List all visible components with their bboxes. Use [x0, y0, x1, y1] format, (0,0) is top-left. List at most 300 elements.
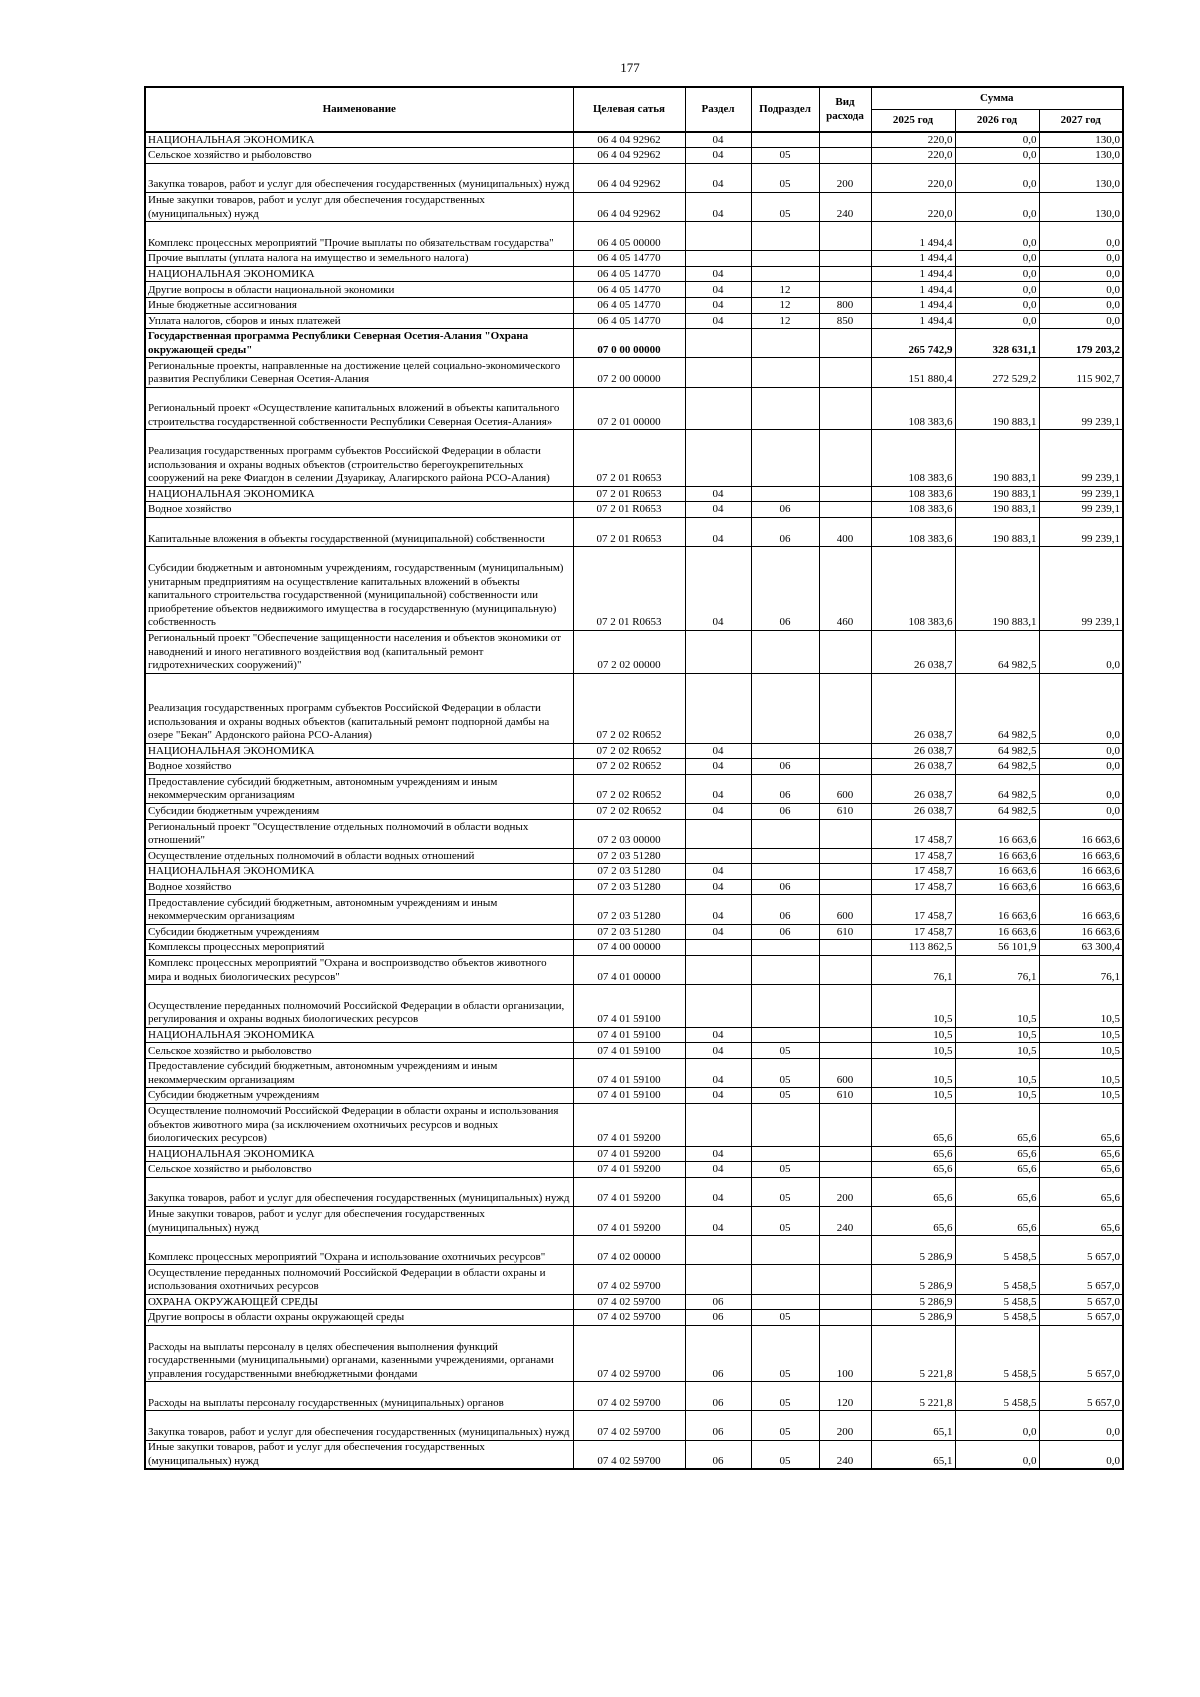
- amount-2026-cell: 5 458,5: [955, 1294, 1039, 1310]
- section-cell: 04: [685, 1059, 751, 1088]
- expense-type-cell: [819, 266, 871, 282]
- table-row: [145, 329, 1123, 358]
- target-code-cell: 07 2 03 51280: [573, 864, 685, 880]
- table-row: [145, 848, 1123, 864]
- amount-2026-cell: 10,5: [955, 1088, 1039, 1104]
- table-row: [145, 1310, 1123, 1326]
- amount-2026-cell: 64 982,5: [955, 774, 1039, 803]
- expense-type-cell: [819, 1265, 871, 1294]
- table-row: [145, 163, 1123, 192]
- amount-2026-cell: 272 529,2: [955, 358, 1039, 387]
- header-year-2025: 2025 год: [871, 110, 955, 133]
- amount-2027-cell: 0,0: [1039, 803, 1123, 819]
- table-row: [145, 1382, 1123, 1411]
- amount-2026-cell: 0,0: [955, 313, 1039, 329]
- section-cell: [685, 222, 751, 251]
- amount-2025-cell: 1 494,4: [871, 266, 955, 282]
- expense-type-cell: [819, 743, 871, 759]
- subsection-cell: [751, 819, 819, 848]
- amount-2026-cell: 64 982,5: [955, 803, 1039, 819]
- target-code-cell: 07 0 00 00000: [573, 329, 685, 358]
- amount-2026-cell: 5 458,5: [955, 1265, 1039, 1294]
- amount-2025-cell: 65,6: [871, 1162, 955, 1178]
- expense-type-cell: [819, 1310, 871, 1326]
- amount-2026-cell: 16 663,6: [955, 895, 1039, 924]
- table-row: [145, 940, 1123, 956]
- amount-2025-cell: 5 286,9: [871, 1236, 955, 1265]
- target-code-cell: 07 2 00 00000: [573, 358, 685, 387]
- amount-2026-cell: 65,6: [955, 1146, 1039, 1162]
- name-cell: Иные бюджетные ассигнования: [145, 298, 573, 314]
- section-cell: 04: [685, 1177, 751, 1206]
- name-cell: Реализация государственных программ субъектов Российской Федерации в области использования и охраны водных объектов (строительство берегоукрепительных сооружений на реке Фиагдон в селении Дзуарикау, Алагирского района РСО-Алания): [145, 430, 573, 486]
- amount-2025-cell: 26 038,7: [871, 759, 955, 775]
- header-subsection: Подраздел: [751, 87, 819, 132]
- section-cell: 04: [685, 879, 751, 895]
- section-cell: 04: [685, 298, 751, 314]
- amount-2026-cell: 64 982,5: [955, 743, 1039, 759]
- expense-type-cell: [819, 387, 871, 430]
- table-row: [145, 222, 1123, 251]
- amount-2025-cell: 17 458,7: [871, 848, 955, 864]
- name-cell: Закупка товаров, работ и услуг для обеспечения государственных (муниципальных) нужд: [145, 163, 573, 192]
- name-cell: Комплекс процессных мероприятий "Прочие выплаты по обязательствам государства": [145, 222, 573, 251]
- amount-2027-cell: 0,0: [1039, 222, 1123, 251]
- subsection-cell: 05: [751, 1310, 819, 1326]
- table-row: [145, 430, 1123, 486]
- amount-2026-cell: 65,6: [955, 1162, 1039, 1178]
- subsection-cell: 05: [751, 163, 819, 192]
- subsection-cell: [751, 222, 819, 251]
- table-row: [145, 803, 1123, 819]
- table-row: [145, 1162, 1123, 1178]
- amount-2026-cell: 190 883,1: [955, 430, 1039, 486]
- amount-2026-cell: 16 663,6: [955, 924, 1039, 940]
- section-cell: [685, 673, 751, 743]
- table-row: [145, 517, 1123, 546]
- amount-2025-cell: 1 494,4: [871, 251, 955, 267]
- subsection-cell: 05: [751, 1411, 819, 1440]
- expense-type-cell: [819, 282, 871, 298]
- amount-2025-cell: 17 458,7: [871, 879, 955, 895]
- amount-2027-cell: 10,5: [1039, 985, 1123, 1028]
- amount-2025-cell: 17 458,7: [871, 864, 955, 880]
- amount-2027-cell: 130,0: [1039, 192, 1123, 221]
- table-row: [145, 1177, 1123, 1206]
- section-cell: 04: [685, 192, 751, 221]
- target-code-cell: 07 4 00 00000: [573, 940, 685, 956]
- table-row: [145, 743, 1123, 759]
- target-code-cell: 07 2 01 R0653: [573, 430, 685, 486]
- amount-2027-cell: 0,0: [1039, 774, 1123, 803]
- section-cell: 04: [685, 517, 751, 546]
- name-cell: Комплексы процессных мероприятий: [145, 940, 573, 956]
- target-code-cell: 06 4 04 92962: [573, 192, 685, 221]
- table-row: [145, 1088, 1123, 1104]
- amount-2027-cell: 10,5: [1039, 1088, 1123, 1104]
- name-cell: Уплата налогов, сборов и иных платежей: [145, 313, 573, 329]
- header-sum: Сумма: [871, 87, 1123, 110]
- subsection-cell: 05: [751, 1382, 819, 1411]
- section-cell: 04: [685, 547, 751, 631]
- target-code-cell: 07 2 01 R0653: [573, 547, 685, 631]
- amount-2025-cell: 76,1: [871, 955, 955, 984]
- section-cell: 04: [685, 803, 751, 819]
- subsection-cell: 05: [751, 1059, 819, 1088]
- target-code-cell: 07 2 03 51280: [573, 879, 685, 895]
- subsection-cell: [751, 358, 819, 387]
- amount-2027-cell: 115 902,7: [1039, 358, 1123, 387]
- header-section: Раздел: [685, 87, 751, 132]
- subsection-cell: [751, 1103, 819, 1146]
- table-row: [145, 282, 1123, 298]
- amount-2025-cell: 17 458,7: [871, 819, 955, 848]
- subsection-cell: [751, 251, 819, 267]
- section-cell: [685, 819, 751, 848]
- amount-2027-cell: 0,0: [1039, 282, 1123, 298]
- name-cell: Осуществление полномочий Российской Федерации в области охраны и использования объектов животного мира (за исключением охотничьих ресурсов и водных биологических ресурсов): [145, 1103, 573, 1146]
- target-code-cell: 07 2 02 R0652: [573, 759, 685, 775]
- table-row: [145, 955, 1123, 984]
- table-row: [145, 251, 1123, 267]
- table-row: [145, 759, 1123, 775]
- target-code-cell: 07 4 01 59100: [573, 1088, 685, 1104]
- amount-2027-cell: 99 239,1: [1039, 517, 1123, 546]
- target-code-cell: 07 4 01 59200: [573, 1103, 685, 1146]
- amount-2025-cell: 113 862,5: [871, 940, 955, 956]
- amount-2025-cell: 108 383,6: [871, 502, 955, 518]
- amount-2025-cell: 65,6: [871, 1206, 955, 1235]
- section-cell: 04: [685, 1162, 751, 1178]
- subsection-cell: [751, 1265, 819, 1294]
- target-code-cell: 07 4 02 59700: [573, 1382, 685, 1411]
- page-number: 177: [620, 60, 640, 75]
- expense-type-cell: [819, 1043, 871, 1059]
- amount-2025-cell: 10,5: [871, 1043, 955, 1059]
- amount-2025-cell: 10,5: [871, 1088, 955, 1104]
- name-cell: Сельское хозяйство и рыболовство: [145, 1043, 573, 1059]
- expense-type-cell: [819, 985, 871, 1028]
- amount-2025-cell: 5 286,9: [871, 1310, 955, 1326]
- expense-type-cell: [819, 1162, 871, 1178]
- target-code-cell: 07 4 02 59700: [573, 1440, 685, 1469]
- amount-2027-cell: 16 663,6: [1039, 848, 1123, 864]
- expense-type-cell: 610: [819, 803, 871, 819]
- amount-2026-cell: 5 458,5: [955, 1236, 1039, 1265]
- amount-2027-cell: 5 657,0: [1039, 1265, 1123, 1294]
- expense-type-cell: 200: [819, 163, 871, 192]
- table-row: [145, 1206, 1123, 1235]
- target-code-cell: 07 4 02 59700: [573, 1411, 685, 1440]
- amount-2026-cell: 76,1: [955, 955, 1039, 984]
- table-row: [145, 819, 1123, 848]
- expense-type-cell: 240: [819, 1206, 871, 1235]
- header-name: Наименование: [145, 87, 573, 132]
- name-cell: Другие вопросы в области охраны окружающей среды: [145, 1310, 573, 1326]
- subsection-cell: [751, 673, 819, 743]
- target-code-cell: 07 4 01 59100: [573, 1059, 685, 1088]
- name-cell: Субсидии бюджетным и автономным учреждениям, государственным (муниципальным) унитарным предприятиям на осуществление капитальных вложений в объекты капитального строительства государственной (муниципальной) собственности или приобретение объектов недвижимого имущества в государственную (муниципальную) собственность: [145, 547, 573, 631]
- table-row: [145, 1236, 1123, 1265]
- expense-type-cell: 600: [819, 774, 871, 803]
- expense-type-cell: [819, 486, 871, 502]
- target-code-cell: 06 4 05 14770: [573, 251, 685, 267]
- subsection-cell: [751, 955, 819, 984]
- target-code-cell: 07 2 01 R0653: [573, 502, 685, 518]
- subsection-cell: [751, 430, 819, 486]
- table-row: [145, 1059, 1123, 1088]
- name-cell: НАЦИОНАЛЬНАЯ ЭКОНОМИКА: [145, 864, 573, 880]
- name-cell: Расходы на выплаты персоналу государственных (муниципальных) органов: [145, 1382, 573, 1411]
- target-code-cell: 07 4 01 59100: [573, 1043, 685, 1059]
- name-cell: Предоставление субсидий бюджетным, автономным учреждениям и иным некоммерческим организациям: [145, 774, 573, 803]
- amount-2026-cell: 0,0: [955, 251, 1039, 267]
- amount-2025-cell: 220,0: [871, 163, 955, 192]
- amount-2027-cell: 16 663,6: [1039, 895, 1123, 924]
- amount-2026-cell: 65,6: [955, 1177, 1039, 1206]
- name-cell: НАЦИОНАЛЬНАЯ ЭКОНОМИКА: [145, 486, 573, 502]
- table-row: [145, 1103, 1123, 1146]
- amount-2027-cell: 0,0: [1039, 251, 1123, 267]
- section-cell: [685, 1236, 751, 1265]
- header-code: Целевая сатья: [573, 87, 685, 132]
- target-code-cell: 07 2 03 51280: [573, 895, 685, 924]
- subsection-cell: 05: [751, 1088, 819, 1104]
- expense-type-cell: [819, 1236, 871, 1265]
- amount-2025-cell: 1 494,4: [871, 313, 955, 329]
- target-code-cell: 07 4 01 59100: [573, 985, 685, 1028]
- subsection-cell: [751, 848, 819, 864]
- name-cell: Предоставление субсидий бюджетным, автономным учреждениям и иным некоммерческим организациям: [145, 895, 573, 924]
- target-code-cell: 07 4 02 59700: [573, 1325, 685, 1381]
- amount-2025-cell: 108 383,6: [871, 430, 955, 486]
- amount-2027-cell: 0,0: [1039, 298, 1123, 314]
- table-row: [145, 924, 1123, 940]
- amount-2026-cell: 16 663,6: [955, 848, 1039, 864]
- section-cell: [685, 940, 751, 956]
- amount-2025-cell: 65,6: [871, 1177, 955, 1206]
- amount-2026-cell: 10,5: [955, 1043, 1039, 1059]
- section-cell: 04: [685, 924, 751, 940]
- amount-2027-cell: 10,5: [1039, 1043, 1123, 1059]
- section-cell: 06: [685, 1440, 751, 1469]
- subsection-cell: [751, 940, 819, 956]
- amount-2025-cell: 5 221,8: [871, 1325, 955, 1381]
- section-cell: 04: [685, 1043, 751, 1059]
- amount-2025-cell: 17 458,7: [871, 895, 955, 924]
- name-cell: Другие вопросы в области национальной экономики: [145, 282, 573, 298]
- table-row: [145, 502, 1123, 518]
- section-cell: [685, 251, 751, 267]
- target-code-cell: 06 4 05 00000: [573, 222, 685, 251]
- amount-2026-cell: 190 883,1: [955, 387, 1039, 430]
- amount-2027-cell: 63 300,4: [1039, 940, 1123, 956]
- expense-type-cell: [819, 848, 871, 864]
- table-row: [145, 486, 1123, 502]
- section-cell: 04: [685, 163, 751, 192]
- section-cell: 06: [685, 1325, 751, 1381]
- table-row: [145, 547, 1123, 631]
- amount-2027-cell: 99 239,1: [1039, 486, 1123, 502]
- table-row: [145, 774, 1123, 803]
- name-cell: Комплекс процессных мероприятий "Охрана и использование охотничьих ресурсов": [145, 1236, 573, 1265]
- expense-type-cell: [819, 759, 871, 775]
- name-cell: НАЦИОНАЛЬНАЯ ЭКОНОМИКА: [145, 1146, 573, 1162]
- target-code-cell: 07 2 02 R0652: [573, 673, 685, 743]
- target-code-cell: 07 4 01 59200: [573, 1206, 685, 1235]
- amount-2026-cell: 64 982,5: [955, 673, 1039, 743]
- name-cell: Капитальные вложения в объекты государственной (муниципальной) собственности: [145, 517, 573, 546]
- subsection-cell: 06: [751, 895, 819, 924]
- amount-2025-cell: 220,0: [871, 192, 955, 221]
- expense-type-cell: [819, 430, 871, 486]
- table-row: [145, 1146, 1123, 1162]
- subsection-cell: 06: [751, 774, 819, 803]
- amount-2027-cell: 65,6: [1039, 1146, 1123, 1162]
- amount-2026-cell: 190 883,1: [955, 486, 1039, 502]
- name-cell: Предоставление субсидий бюджетным, автономным учреждениям и иным некоммерческим организациям: [145, 1059, 573, 1088]
- name-cell: Прочие выплаты (уплата налога на имущество и земельного налога): [145, 251, 573, 267]
- amount-2026-cell: 56 101,9: [955, 940, 1039, 956]
- amount-2027-cell: 65,6: [1039, 1206, 1123, 1235]
- expense-type-cell: [819, 940, 871, 956]
- section-cell: 04: [685, 1027, 751, 1043]
- section-cell: 04: [685, 502, 751, 518]
- amount-2027-cell: 76,1: [1039, 955, 1123, 984]
- expense-type-cell: 240: [819, 1440, 871, 1469]
- section-cell: 04: [685, 148, 751, 164]
- subsection-cell: [751, 985, 819, 1028]
- subsection-cell: 06: [751, 502, 819, 518]
- section-cell: [685, 630, 751, 673]
- target-code-cell: 07 4 02 59700: [573, 1294, 685, 1310]
- target-code-cell: 07 4 01 59200: [573, 1146, 685, 1162]
- section-cell: 04: [685, 895, 751, 924]
- expense-type-cell: [819, 1027, 871, 1043]
- target-code-cell: 06 4 05 14770: [573, 298, 685, 314]
- target-code-cell: 07 4 01 00000: [573, 955, 685, 984]
- subsection-cell: [751, 864, 819, 880]
- subsection-cell: [751, 486, 819, 502]
- name-cell: Региональный проект "Осуществление отдельных полномочий в области водных отношений": [145, 819, 573, 848]
- section-cell: 04: [685, 132, 751, 148]
- amount-2025-cell: 5 286,9: [871, 1294, 955, 1310]
- name-cell: Реализация государственных программ субъектов Российской Федерации в области использования и охраны водных объектов (капитальный ремонт подпорной дамбы на озере "Бекан" Ардонского района РСО-Алания): [145, 673, 573, 743]
- table-row: [145, 192, 1123, 221]
- amount-2026-cell: 10,5: [955, 1059, 1039, 1088]
- expense-type-cell: [819, 955, 871, 984]
- table-row: [145, 298, 1123, 314]
- section-cell: 04: [685, 486, 751, 502]
- amount-2027-cell: 0,0: [1039, 743, 1123, 759]
- target-code-cell: 07 4 01 59200: [573, 1162, 685, 1178]
- subsection-cell: [751, 1294, 819, 1310]
- expense-type-cell: 120: [819, 1382, 871, 1411]
- section-cell: 04: [685, 1206, 751, 1235]
- amount-2026-cell: 0,0: [955, 1440, 1039, 1469]
- amount-2027-cell: 65,6: [1039, 1103, 1123, 1146]
- header-year-2026: 2026 год: [955, 110, 1039, 133]
- target-code-cell: 06 4 04 92962: [573, 132, 685, 148]
- target-code-cell: 07 2 02 00000: [573, 630, 685, 673]
- amount-2026-cell: 0,0: [955, 163, 1039, 192]
- amount-2026-cell: 64 982,5: [955, 630, 1039, 673]
- subsection-cell: [751, 266, 819, 282]
- section-cell: 04: [685, 1088, 751, 1104]
- table-row: [145, 630, 1123, 673]
- name-cell: Закупка товаров, работ и услуг для обеспечения государственных (муниципальных) нужд: [145, 1177, 573, 1206]
- section-cell: 04: [685, 864, 751, 880]
- expense-type-cell: 610: [819, 1088, 871, 1104]
- amount-2025-cell: 26 038,7: [871, 803, 955, 819]
- amount-2026-cell: 190 883,1: [955, 502, 1039, 518]
- amount-2027-cell: 5 657,0: [1039, 1294, 1123, 1310]
- table-row: [145, 387, 1123, 430]
- subsection-cell: [751, 630, 819, 673]
- amount-2027-cell: 10,5: [1039, 1027, 1123, 1043]
- name-cell: Субсидии бюджетным учреждениям: [145, 924, 573, 940]
- table-body: [145, 132, 1123, 1469]
- section-cell: [685, 358, 751, 387]
- table-row: [145, 879, 1123, 895]
- subsection-cell: 06: [751, 879, 819, 895]
- amount-2025-cell: 1 494,4: [871, 222, 955, 251]
- table-row: [145, 358, 1123, 387]
- expense-type-cell: [819, 329, 871, 358]
- section-cell: 04: [685, 313, 751, 329]
- subsection-cell: 05: [751, 148, 819, 164]
- amount-2025-cell: 108 383,6: [871, 486, 955, 502]
- amount-2026-cell: 64 982,5: [955, 759, 1039, 775]
- expense-type-cell: [819, 1146, 871, 1162]
- header-year-2027: 2027 год: [1039, 110, 1123, 133]
- amount-2027-cell: 99 239,1: [1039, 430, 1123, 486]
- section-cell: [685, 1103, 751, 1146]
- amount-2025-cell: 10,5: [871, 1027, 955, 1043]
- amount-2025-cell: 220,0: [871, 132, 955, 148]
- expense-type-cell: [819, 251, 871, 267]
- amount-2027-cell: 5 657,0: [1039, 1236, 1123, 1265]
- target-code-cell: 07 2 02 R0652: [573, 774, 685, 803]
- target-code-cell: 07 2 01 R0653: [573, 517, 685, 546]
- amount-2025-cell: 17 458,7: [871, 924, 955, 940]
- section-cell: [685, 985, 751, 1028]
- amount-2026-cell: 16 663,6: [955, 864, 1039, 880]
- amount-2025-cell: 5 286,9: [871, 1265, 955, 1294]
- expense-type-cell: 100: [819, 1325, 871, 1381]
- target-code-cell: 06 4 05 14770: [573, 282, 685, 298]
- name-cell: Региональный проект «Осуществление капитальных вложений в объекты капитального строительства государственной собственности Республики Северная Осетия-Алания»: [145, 387, 573, 430]
- name-cell: Расходы на выплаты персоналу в целях обеспечения выполнения функций государственными (муниципальными) органами, казенными учреждениями, органами управления государственными внебюджетными фондами: [145, 1325, 573, 1381]
- name-cell: Осуществление переданных полномочий Российской Федерации в области организации, регулирования и охраны водных биологических ресурсов: [145, 985, 573, 1028]
- amount-2025-cell: 26 038,7: [871, 743, 955, 759]
- name-cell: Иные закупки товаров, работ и услуг для обеспечения государственных (муниципальных) нужд: [145, 1206, 573, 1235]
- subsection-cell: 06: [751, 547, 819, 631]
- amount-2027-cell: 16 663,6: [1039, 879, 1123, 895]
- expense-type-cell: 200: [819, 1411, 871, 1440]
- target-code-cell: 07 2 02 R0652: [573, 803, 685, 819]
- expense-type-cell: 400: [819, 517, 871, 546]
- name-cell: Водное хозяйство: [145, 759, 573, 775]
- expense-type-cell: 610: [819, 924, 871, 940]
- amount-2025-cell: 10,5: [871, 1059, 955, 1088]
- subsection-cell: [751, 329, 819, 358]
- amount-2027-cell: 0,0: [1039, 759, 1123, 775]
- subsection-cell: 12: [751, 282, 819, 298]
- section-cell: 06: [685, 1411, 751, 1440]
- amount-2026-cell: 190 883,1: [955, 547, 1039, 631]
- name-cell: НАЦИОНАЛЬНАЯ ЭКОНОМИКА: [145, 743, 573, 759]
